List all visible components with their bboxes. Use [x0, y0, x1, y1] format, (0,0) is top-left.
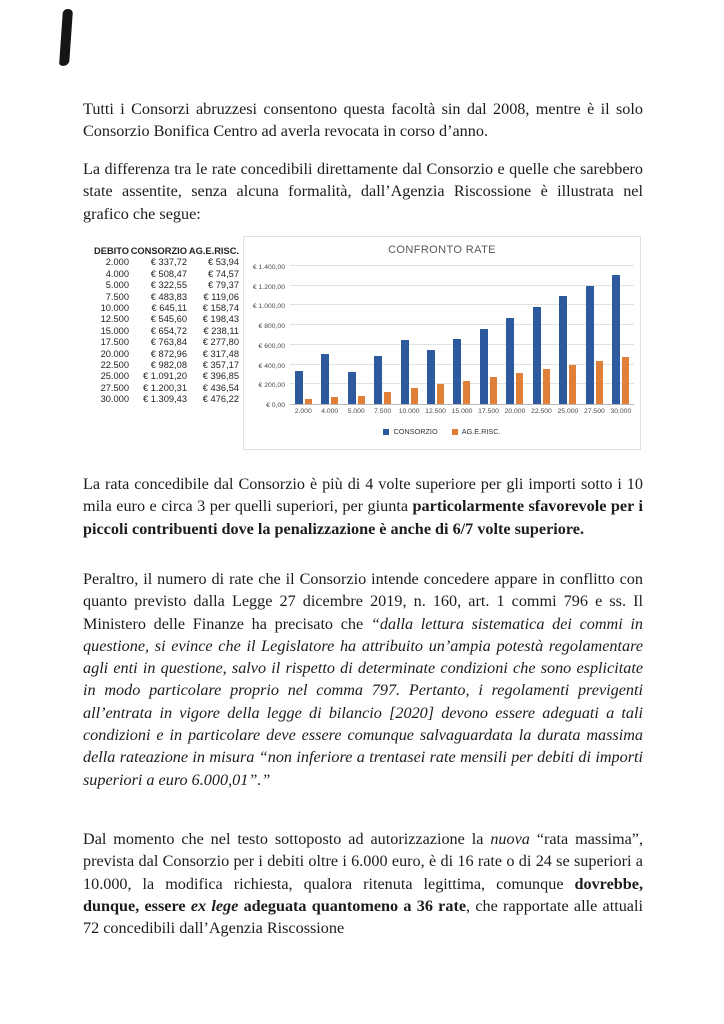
table-cell: € 763,84 — [150, 337, 187, 348]
y-axis-tick-label: € 1.200,00 — [252, 283, 285, 291]
table-cell: € 396,85 — [202, 371, 239, 382]
bar-group — [475, 267, 501, 404]
y-axis-tick-label: € 1.000,00 — [252, 303, 285, 311]
text-segment: La rata concedibile dal Consorzio è più di 4 volte superiore per gli importi sotto i 10 mila euro e circa 3 per quelli superiori, per giunta — [83, 475, 643, 516]
table-cell: 22.500 — [100, 360, 129, 371]
table-cell: 27.500 — [100, 382, 129, 393]
table-cell: 12.500 — [100, 314, 129, 325]
bar-consorzio — [453, 339, 461, 404]
table-cell: € 53,94 — [207, 257, 239, 268]
table-row — [85, 292, 239, 303]
x-axis-tick-label: 17.500 — [478, 408, 499, 415]
bar-group — [528, 267, 554, 404]
table-cell: € 317,48 — [202, 348, 239, 359]
table-cell: € 1.091,20 — [143, 371, 187, 382]
text-segment: Tutti i Consorzi abruzzesi consentono questa facoltà sin dal 2008, mentre è il solo Consorzio Bonifica Centro ad averla revocata in corso d’anno. — [83, 100, 643, 141]
x-axis-tick-label: 22.500 — [531, 408, 552, 415]
text-segment: “rata massima”, prevista dal Consorzio per i debiti oltre i 6.000 euro, è di 16 rate o di 24 se superiori a 10.000, la modifica richiesta, qualora ritenuta legittima, comunque — [83, 830, 643, 893]
legend-item — [452, 427, 501, 436]
text-segment: “dalla lettura sistematica dei commi in questione, si evince che il Legislatore ha attribuito un’ampia potestà regolamentare agli enti in questione, salvo il rispetto di determinate condizioni che sono esplicitate in modo particolare proprio nel comma 797. Pertanto, i regolamenti previgenti all’entrata in vigore della legge di bilancio [2020] devono essere adeguati a tali condizioni e in particolare deve essere comunque salvaguardata la durata massima della rateazione in misura “non inferiore a trentasei rate mensili per debiti di importi superiori a euro 6.000,01”.” — [83, 614, 643, 789]
x-axis-tick-label: 5.000 — [347, 408, 365, 415]
table-header-cell: AG.E.RISC. — [188, 246, 239, 256]
bar-group — [502, 267, 528, 404]
paragraph-momento — [83, 828, 643, 939]
bar-group — [369, 267, 395, 404]
bar-consorzio — [374, 356, 382, 404]
bar-consorzio — [506, 318, 514, 404]
bar-agerisc — [622, 357, 629, 404]
y-axis-tick-label: € 0,00 — [266, 402, 285, 409]
table-cell: € 79,37 — [207, 280, 239, 291]
bar-agerisc — [437, 384, 444, 404]
table-row — [85, 269, 239, 280]
table-cell: 4.000 — [105, 268, 129, 279]
bar-agerisc — [305, 399, 312, 404]
paragraph-intro — [83, 98, 643, 143]
x-axis-tick-label: 15.000 — [451, 408, 473, 415]
bar-agerisc — [358, 396, 365, 404]
x-axis-tick-label: 7.500 — [374, 408, 392, 415]
table-row — [85, 257, 239, 268]
debt-table — [85, 246, 239, 406]
bar-agerisc — [596, 361, 603, 404]
table-row — [85, 314, 239, 325]
table-cell: 20.000 — [100, 348, 129, 359]
bar-consorzio — [480, 329, 488, 404]
x-axis-tick-label: 27.500 — [583, 408, 605, 415]
bar-agerisc — [543, 369, 550, 404]
table-cell: € 337,72 — [150, 257, 187, 268]
y-axis-tick-label: € 600,00 — [258, 342, 285, 350]
legend-label: AG.E.RISC. — [461, 427, 501, 436]
table-row — [85, 349, 239, 360]
x-axis-tick-label: 30.000 — [610, 408, 632, 415]
table-cell: € 436,54 — [202, 382, 239, 393]
table-cell: 2.000 — [105, 257, 129, 268]
table-cell: € 476,22 — [202, 394, 239, 405]
x-axis-tick-label: 12.500 — [425, 408, 446, 415]
bar-group — [449, 267, 475, 404]
bar-group — [343, 267, 369, 404]
x-axis-tick-label: 25.000 — [557, 408, 579, 415]
x-axis-tick-label: 2.000 — [294, 408, 312, 415]
table-cell: € 74,57 — [207, 268, 239, 279]
table-row — [85, 303, 239, 314]
bar-agerisc — [384, 392, 391, 404]
paragraph-rata — [83, 473, 643, 540]
text-segment: dovrebbe, dunque, essere — [83, 874, 643, 915]
bar-agerisc — [569, 365, 576, 404]
legend-label: CONSORZIO — [393, 427, 438, 436]
table-cell: € 357,17 — [202, 360, 239, 371]
table-cell: € 872,96 — [150, 348, 187, 359]
table-cell: € 508,47 — [150, 268, 187, 279]
bar-agerisc — [490, 377, 497, 404]
x-axis-tick-label: 10.000 — [398, 408, 420, 415]
chart-title: CONFRONTO RATE — [388, 244, 496, 256]
paragraph-difference — [83, 158, 643, 225]
text-segment: adeguata quantomeno a 36 rate — [238, 896, 467, 915]
bar-group — [608, 267, 634, 404]
table-cell: € 545,60 — [150, 314, 187, 325]
table-row — [85, 326, 239, 337]
table-cell: 10.000 — [100, 303, 129, 314]
table-row — [85, 394, 239, 405]
y-axis-tick-label: € 400,00 — [258, 362, 285, 370]
text-segment: nuova — [490, 830, 530, 848]
table-row — [85, 337, 239, 348]
y-axis-tick-label: € 1.400,00 — [252, 264, 285, 271]
bar-group — [290, 267, 316, 404]
table-cell: € 158,74 — [202, 303, 239, 314]
table-cell: 25.000 — [100, 371, 129, 382]
text-segment: particolarmente sfavorevole per i piccoli contribuenti dove la penalizzazione è anche di 6/7 volte superiore. — [83, 497, 644, 538]
bar-chart — [243, 236, 641, 450]
table-row — [85, 383, 239, 394]
chart-x-axis — [290, 408, 634, 415]
bar-consorzio — [559, 296, 567, 404]
bar-consorzio — [348, 372, 356, 404]
table-cell: € 119,06 — [203, 291, 239, 302]
text-segment: La differenza tra le rate concedibili direttamente dal Consorzio e quelle che sarebbero state assentite, senza alcuna formalità, dall’Agenzia Riscossione è illustrata nel grafico che segue: — [83, 160, 643, 223]
legend-swatch — [452, 429, 458, 435]
y-axis-tick-label: € 800,00 — [258, 323, 285, 331]
table-cell: 17.500 — [100, 337, 129, 348]
chart-y-axis — [244, 264, 287, 409]
y-axis-tick-label: € 200,00 — [258, 382, 285, 390]
table-header-cell: CONSORZIO — [130, 246, 187, 256]
table-row — [85, 280, 239, 291]
bar-consorzio — [295, 371, 303, 404]
bar-agerisc — [331, 397, 338, 404]
chart-legend — [244, 427, 640, 436]
bar-group — [316, 267, 342, 404]
table-cell: 7.500 — [105, 291, 129, 302]
x-axis-tick-label: 20.000 — [504, 408, 526, 415]
text-segment: Dal momento che nel testo sottoposto ad autorizzazione la — [83, 830, 491, 848]
bar-consorzio — [321, 354, 329, 404]
bar-group — [422, 267, 448, 404]
x-axis-tick-label: 4.000 — [321, 408, 339, 415]
table-cell: € 654,72 — [150, 325, 187, 336]
bar-consorzio — [533, 307, 541, 404]
table-cell: 15.000 — [100, 325, 129, 336]
table-cell: € 982,08 — [150, 360, 187, 371]
text-segment: Peraltro, il numero di rate che il Consorzio intende concedere appare in conflitto con quanto previsto dalla Legge 27 dicembre 2019, n. 160, art. 1 commi 796 e ss. Il Ministero delle Finanze ha precisato che — [83, 570, 643, 633]
legend-item — [383, 427, 437, 436]
bar-group — [396, 267, 422, 404]
bar-agerisc — [516, 373, 523, 404]
bar-agerisc — [411, 388, 418, 404]
chart-plot — [290, 267, 634, 405]
bar-agerisc — [463, 381, 470, 404]
bar-group — [555, 267, 581, 404]
bar-consorzio — [427, 350, 435, 404]
legend-swatch — [383, 429, 389, 435]
text-segment: , che rapportate alle attuali 72 concedibili dall’Agenzia Riscossione — [83, 896, 643, 938]
table-cell: € 238,11 — [203, 325, 239, 336]
table-cell: € 1.309,43 — [143, 394, 187, 405]
table-cell: € 483,83 — [150, 291, 187, 302]
table-cell: € 645,11 — [151, 303, 187, 314]
table-cell: 30.000 — [100, 394, 129, 405]
bar-consorzio — [612, 275, 620, 404]
scan-artifact-mark — [59, 9, 73, 67]
table-cell: 5.000 — [105, 280, 129, 291]
table-cell: € 198,43 — [202, 314, 239, 325]
paragraph-peraltro — [83, 568, 643, 791]
table-header-cell: DEBITO — [94, 246, 129, 256]
table-cell: € 322,55 — [150, 280, 187, 291]
table-row — [85, 371, 239, 382]
bar-group — [581, 267, 607, 404]
table-cell: € 277,80 — [202, 337, 239, 348]
gridline — [290, 265, 634, 266]
table-header-row — [85, 246, 239, 257]
bar-consorzio — [401, 340, 409, 404]
text-segment: ex lege — [190, 896, 239, 915]
bar-consorzio — [586, 286, 594, 404]
table-cell: € 1.200,31 — [143, 382, 187, 393]
table-row — [85, 360, 239, 371]
